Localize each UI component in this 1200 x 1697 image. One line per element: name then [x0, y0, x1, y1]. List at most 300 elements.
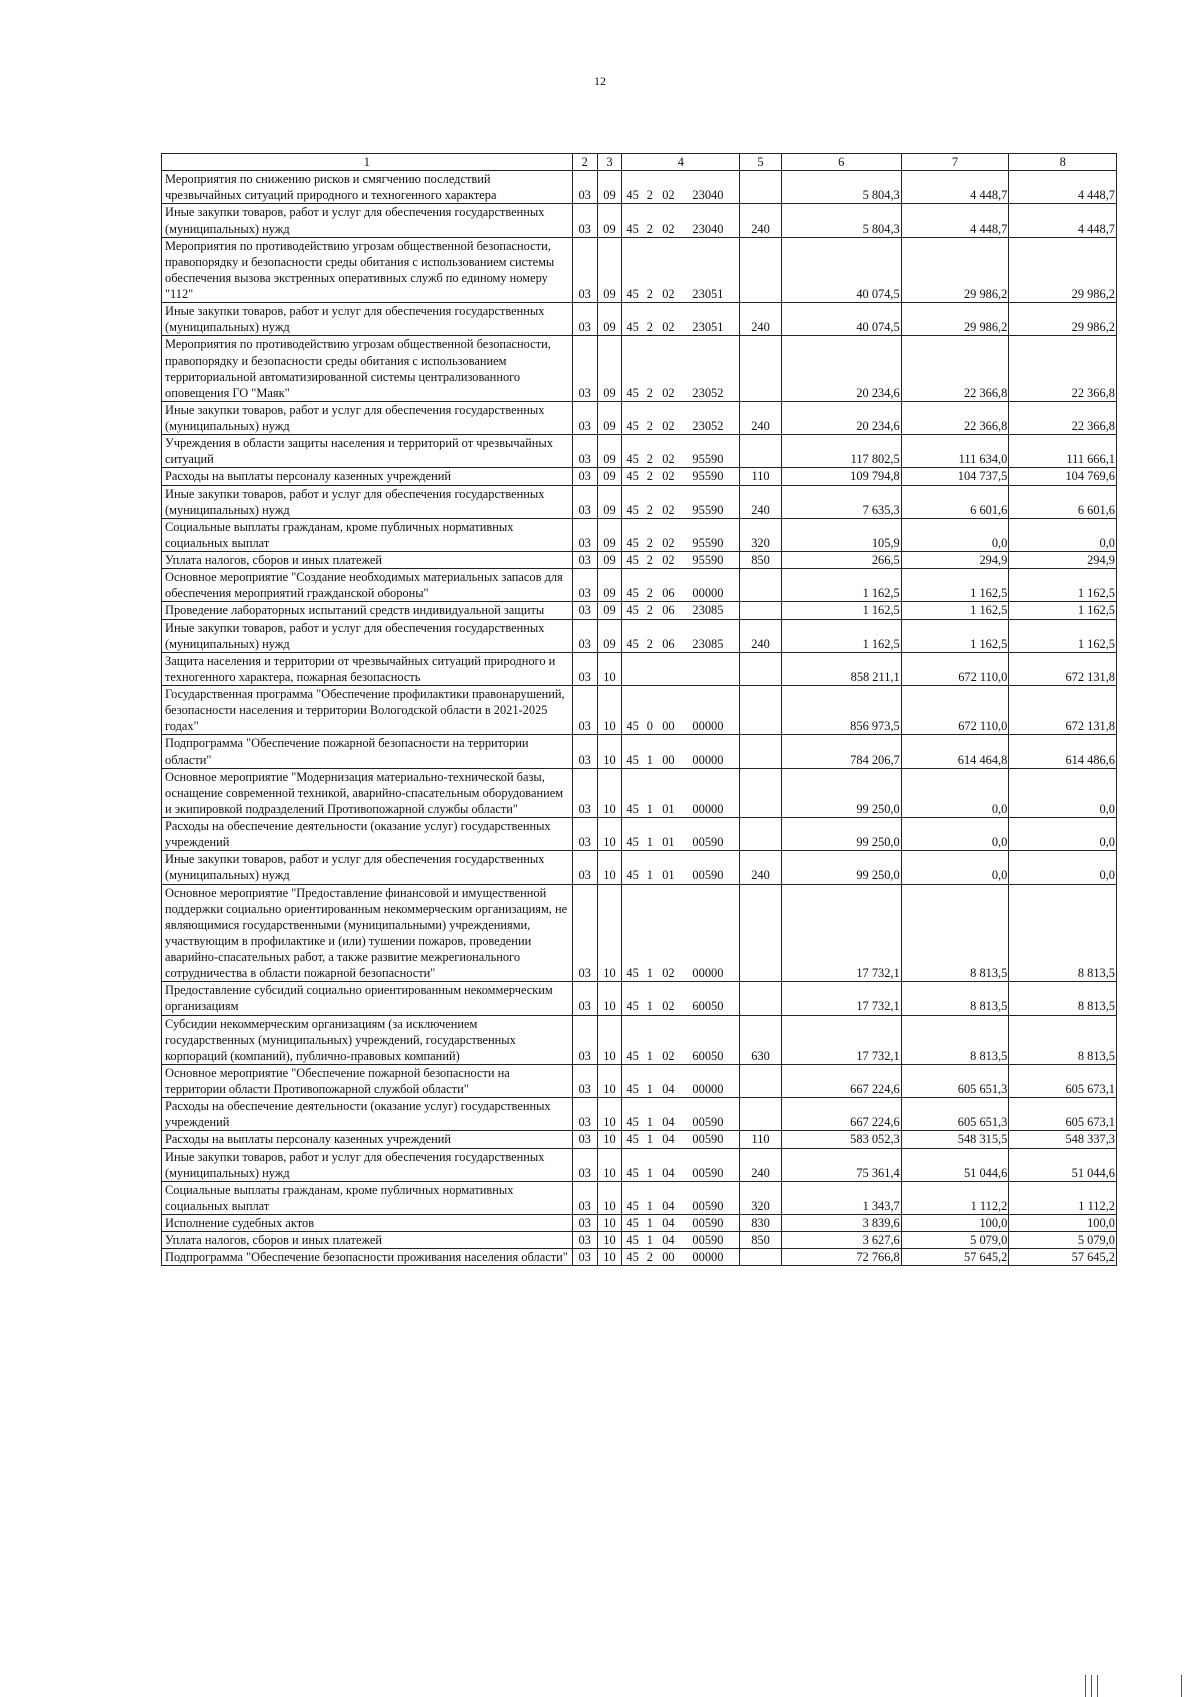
amount-cell-col6: 105,9 — [781, 518, 901, 551]
expense-type-cell: 240 — [740, 303, 781, 336]
row-name-cell: Расходы на обеспечение деятельности (оказание услуг) государственных учреждений — [162, 818, 573, 851]
target-article-cell — [622, 602, 740, 619]
subsection-code-cell: 09 — [597, 204, 622, 237]
amount-cell-col8: 29 986,2 — [1009, 303, 1117, 336]
expense-type-cell — [740, 768, 781, 817]
target-article-part: 00000 — [692, 1250, 724, 1265]
amount-cell-col7: 0,0 — [901, 518, 1009, 551]
expense-type-cell: 240 — [740, 1148, 781, 1181]
target-article-part: 0 — [646, 719, 653, 734]
amount-cell-col7: 104 737,5 — [901, 468, 1009, 485]
header-cell-6: 6 — [781, 154, 901, 171]
amount-cell-col6: 784 206,7 — [781, 735, 901, 768]
amount-cell-col6: 667 224,6 — [781, 1098, 901, 1131]
section-code-cell: 03 — [572, 468, 597, 485]
target-article-part: 45 — [626, 636, 639, 651]
section-code-cell: 03 — [572, 237, 597, 303]
target-article-part: 00000 — [692, 719, 724, 734]
expense-type-cell — [740, 818, 781, 851]
target-article-part: 2 — [646, 603, 653, 618]
target-article-part: 00590 — [692, 1198, 724, 1213]
subsection-code-cell: 10 — [597, 1249, 622, 1266]
subsection-code-cell: 09 — [597, 336, 622, 402]
target-article-part: 2 — [646, 221, 653, 236]
table-row — [162, 1015, 1117, 1064]
subsection-code-cell: 09 — [597, 237, 622, 303]
row-name-cell: Социальные выплаты гражданам, кроме публичных нормативных социальных выплат — [162, 1181, 573, 1214]
amount-cell-col7: 0,0 — [901, 818, 1009, 851]
row-name-cell: Мероприятия по противодействию угрозам общественной безопасности, правопорядку и безопасности среды обитания с использованием системы обеспечения вызова экстренных оперативных служб по единому номеру "112" — [162, 237, 573, 303]
table-row — [162, 1098, 1117, 1131]
target-article-part: 06 — [662, 603, 675, 618]
amount-cell-col6: 3 627,6 — [781, 1232, 901, 1249]
target-article-cell — [622, 1015, 740, 1064]
subsection-code-cell: 10 — [597, 686, 622, 735]
target-article-part: 45 — [626, 1048, 639, 1063]
target-article-part: 45 — [626, 553, 639, 567]
amount-cell-col6: 72 766,8 — [781, 1249, 901, 1266]
row-name-cell: Социальные выплаты гражданам, кроме публичных нормативных социальных выплат — [162, 518, 573, 551]
row-name-cell: Исполнение судебных актов — [162, 1215, 573, 1232]
table-row — [162, 1232, 1117, 1249]
amount-cell-col6: 99 250,0 — [781, 768, 901, 817]
target-article-part: 2 — [646, 287, 653, 301]
amount-cell-col7: 614 464,8 — [901, 735, 1009, 768]
section-code-cell: 03 — [572, 652, 597, 685]
expense-type-cell — [740, 569, 781, 602]
amount-cell-col7: 4 448,7 — [901, 204, 1009, 237]
amount-cell-col8: 605 673,1 — [1009, 1064, 1117, 1097]
target-article-cell — [622, 768, 740, 817]
target-article-cell — [622, 1232, 740, 1249]
target-article-part: 04 — [662, 1233, 675, 1248]
section-code-cell: 03 — [572, 1249, 597, 1266]
target-article-cell — [622, 171, 740, 204]
target-article-part: 04 — [662, 1082, 675, 1096]
target-article-part: 1 — [646, 966, 653, 981]
amount-cell-col6: 99 250,0 — [781, 818, 901, 851]
amount-cell-col6: 583 052,3 — [781, 1131, 901, 1148]
amount-cell-col8: 0,0 — [1009, 768, 1117, 817]
target-article-cell — [622, 1098, 740, 1131]
target-article-part: 00000 — [692, 752, 724, 767]
expense-type-cell — [740, 602, 781, 619]
section-code-cell: 03 — [572, 303, 597, 336]
target-article-cell — [622, 1131, 740, 1148]
target-article-cell — [622, 1064, 740, 1097]
subsection-code-cell: 09 — [597, 569, 622, 602]
subsection-code-cell: 09 — [597, 468, 622, 485]
subsection-code-cell: 09 — [597, 171, 622, 204]
amount-cell-col8: 0,0 — [1009, 851, 1117, 884]
amount-cell-col6: 3 839,6 — [781, 1215, 901, 1232]
target-article-cell — [622, 818, 740, 851]
expense-type-cell: 110 — [740, 468, 781, 485]
target-article-part: 2 — [646, 469, 653, 484]
amount-cell-col8: 614 486,6 — [1009, 735, 1117, 768]
target-article-part: 1 — [646, 1132, 653, 1147]
amount-cell-col7: 605 651,3 — [901, 1098, 1009, 1131]
amount-cell-col7: 294,9 — [901, 552, 1009, 569]
subsection-code-cell: 10 — [597, 1098, 622, 1131]
target-article-part: 00000 — [692, 966, 724, 981]
table-row — [162, 818, 1117, 851]
target-article-part: 1 — [646, 835, 653, 850]
table-header-row — [162, 154, 1117, 171]
target-article-part: 95590 — [692, 553, 724, 567]
target-article-cell — [622, 1148, 740, 1181]
target-article-cell — [622, 1215, 740, 1232]
target-article-part: 2 — [646, 636, 653, 651]
amount-cell-col6: 75 361,4 — [781, 1148, 901, 1181]
section-code-cell: 03 — [572, 619, 597, 652]
expense-type-cell: 630 — [740, 1015, 781, 1064]
target-article-part: 45 — [626, 999, 639, 1014]
amount-cell-col7: 8 813,5 — [901, 884, 1009, 982]
table-row — [162, 1148, 1117, 1181]
amount-cell-col7: 1 162,5 — [901, 569, 1009, 602]
table-row — [162, 884, 1117, 982]
amount-cell-col6: 1 162,5 — [781, 569, 901, 602]
table-row — [162, 303, 1117, 336]
amount-cell-col8: 0,0 — [1009, 518, 1117, 551]
amount-cell-col8: 548 337,3 — [1009, 1131, 1117, 1148]
section-code-cell: 03 — [572, 1215, 597, 1232]
target-article-part: 45 — [626, 320, 639, 335]
expense-type-cell — [740, 1064, 781, 1097]
target-article-cell — [622, 735, 740, 768]
section-code-cell: 03 — [572, 768, 597, 817]
target-article-part: 00590 — [692, 1216, 724, 1230]
section-code-cell: 03 — [572, 982, 597, 1015]
subsection-code-cell: 10 — [597, 1131, 622, 1148]
expense-type-cell — [740, 1098, 781, 1131]
target-article-part: 45 — [626, 586, 639, 601]
section-code-cell: 03 — [572, 851, 597, 884]
amount-cell-col8: 1 112,2 — [1009, 1181, 1117, 1214]
table-row — [162, 336, 1117, 402]
subsection-code-cell: 09 — [597, 518, 622, 551]
target-article-part: 2 — [646, 586, 653, 601]
target-article-part: 1 — [646, 999, 653, 1014]
target-article-part: 2 — [646, 385, 653, 400]
table-body — [162, 171, 1117, 1266]
subsection-code-cell: 10 — [597, 1015, 622, 1064]
row-name-cell: Мероприятия по снижению рисков и смягчению последствий чрезвычайных ситуаций природного и техногенного характера — [162, 171, 573, 204]
target-article-part: 45 — [626, 835, 639, 850]
target-article-part: 45 — [626, 966, 639, 981]
target-article-part: 2 — [646, 1250, 653, 1265]
table-row — [162, 237, 1117, 303]
table-row — [162, 1131, 1117, 1148]
target-article-cell — [622, 982, 740, 1015]
target-article-part: 00000 — [692, 1082, 724, 1096]
target-article-part: 45 — [626, 535, 639, 550]
target-article-cell — [622, 1181, 740, 1214]
amount-cell-col7: 4 448,7 — [901, 171, 1009, 204]
target-article-cell — [622, 204, 740, 237]
row-name-cell: Иные закупки товаров, работ и услуг для обеспечения государственных (муниципальных) нужд — [162, 401, 573, 434]
target-article-part: 00590 — [692, 1115, 724, 1130]
row-name-cell: Иные закупки товаров, работ и услуг для обеспечения государственных (муниципальных) нужд — [162, 204, 573, 237]
target-article-part: 04 — [662, 1198, 675, 1213]
amount-cell-col6: 117 802,5 — [781, 435, 901, 468]
row-name-cell: Иные закупки товаров, работ и услуг для обеспечения государственных (муниципальных) нужд — [162, 619, 573, 652]
amount-cell-col6: 5 804,3 — [781, 204, 901, 237]
amount-cell-col8: 4 448,7 — [1009, 204, 1117, 237]
target-article-part: 00590 — [692, 835, 724, 850]
subsection-code-cell: 09 — [597, 552, 622, 569]
row-name-cell: Иные закупки товаров, работ и услуг для обеспечения государственных (муниципальных) нужд — [162, 485, 573, 518]
target-article-cell — [622, 237, 740, 303]
subsection-code-cell: 10 — [597, 884, 622, 982]
amount-cell-col8: 6 601,6 — [1009, 485, 1117, 518]
amount-cell-col7: 22 366,8 — [901, 336, 1009, 402]
table-row — [162, 435, 1117, 468]
expense-type-cell: 240 — [740, 851, 781, 884]
section-code-cell: 03 — [572, 401, 597, 434]
expense-type-cell: 240 — [740, 619, 781, 652]
section-code-cell: 03 — [572, 435, 597, 468]
section-code-cell: 03 — [572, 204, 597, 237]
subsection-code-cell: 10 — [597, 1181, 622, 1214]
amount-cell-col6: 856 973,5 — [781, 686, 901, 735]
row-name-cell: Основное мероприятие "Модернизация материально-технической базы, оснащение современной техникой, аварийно-спасательным оборудованием и экипировкой подразделений Противопожарной службы области" — [162, 768, 573, 817]
target-article-part: 1 — [646, 1115, 653, 1130]
section-code-cell: 03 — [572, 735, 597, 768]
amount-cell-col6: 5 804,3 — [781, 171, 901, 204]
target-article-part: 45 — [626, 752, 639, 767]
table-row — [162, 518, 1117, 551]
target-article-part: 00590 — [692, 1165, 724, 1180]
amount-cell-col8: 605 673,1 — [1009, 1098, 1117, 1131]
row-name-cell: Иные закупки товаров, работ и услуг для обеспечения государственных (муниципальных) нужд — [162, 851, 573, 884]
target-article-part: 45 — [626, 1198, 639, 1213]
table-row — [162, 602, 1117, 619]
target-article-part: 45 — [626, 287, 639, 301]
amount-cell-col6: 20 234,6 — [781, 401, 901, 434]
amount-cell-col8: 5 079,0 — [1009, 1232, 1117, 1249]
subsection-code-cell: 09 — [597, 602, 622, 619]
subsection-code-cell: 09 — [597, 485, 622, 518]
amount-cell-col7: 1 162,5 — [901, 619, 1009, 652]
table-row — [162, 851, 1117, 884]
row-name-cell: Мероприятия по противодействию угрозам общественной безопасности, правопорядку и безопасности среды обитания с использованием территориальной автоматизированной системы централизованного оповещения ГО "Маяк" — [162, 336, 573, 402]
target-article-part: 23085 — [692, 636, 724, 651]
target-article-part: 04 — [662, 1165, 675, 1180]
amount-cell-col7: 111 634,0 — [901, 435, 1009, 468]
section-code-cell: 03 — [572, 1181, 597, 1214]
target-article-part: 45 — [626, 419, 639, 433]
target-article-part: 06 — [662, 586, 675, 601]
target-article-part: 02 — [662, 452, 675, 467]
target-article-cell — [622, 552, 740, 569]
target-article-part: 00 — [662, 752, 675, 767]
amount-cell-col6: 40 074,5 — [781, 303, 901, 336]
amount-cell-col7: 605 651,3 — [901, 1064, 1009, 1097]
target-article-part: 06 — [662, 636, 675, 651]
table-row — [162, 982, 1117, 1015]
amount-cell-col7: 29 986,2 — [901, 303, 1009, 336]
amount-cell-col8: 100,0 — [1009, 1215, 1117, 1232]
row-name-cell: Защита населения и территории от чрезвычайных ситуаций природного и техногенного характера, пожарная безопасность — [162, 652, 573, 685]
section-code-cell: 03 — [572, 1064, 597, 1097]
amount-cell-col6: 40 074,5 — [781, 237, 901, 303]
table-row — [162, 552, 1117, 569]
section-code-cell: 03 — [572, 602, 597, 619]
section-code-cell: 03 — [572, 818, 597, 851]
header-cell-3: 3 — [597, 154, 622, 171]
expense-type-cell: 240 — [740, 204, 781, 237]
target-article-part: 00590 — [692, 868, 724, 883]
table-row — [162, 768, 1117, 817]
target-article-part: 02 — [662, 287, 675, 301]
target-article-part: 1 — [646, 868, 653, 883]
amount-cell-col8: 51 044,6 — [1009, 1148, 1117, 1181]
target-article-part: 02 — [662, 535, 675, 550]
section-code-cell: 03 — [572, 884, 597, 982]
target-article-part: 02 — [662, 320, 675, 335]
amount-cell-col6: 109 794,8 — [781, 468, 901, 485]
target-article-part: 45 — [626, 502, 639, 517]
expense-type-cell: 240 — [740, 485, 781, 518]
table-row — [162, 686, 1117, 735]
target-article-part: 23040 — [692, 221, 724, 236]
amount-cell-col6: 99 250,0 — [781, 851, 901, 884]
subsection-code-cell: 09 — [597, 303, 622, 336]
target-article-part: 01 — [662, 868, 675, 883]
row-name-cell: Иные закупки товаров, работ и услуг для обеспечения государственных (муниципальных) нужд — [162, 1148, 573, 1181]
target-article-part: 45 — [626, 469, 639, 484]
header-cell-4: 4 — [622, 154, 740, 171]
target-article-part: 2 — [646, 188, 653, 203]
amount-cell-col7: 8 813,5 — [901, 1015, 1009, 1064]
amount-cell-col8: 672 131,8 — [1009, 652, 1117, 685]
target-article-part: 02 — [662, 999, 675, 1014]
table-row — [162, 171, 1117, 204]
amount-cell-col8: 29 986,2 — [1009, 237, 1117, 303]
target-article-part: 45 — [626, 801, 639, 816]
target-article-part: 23051 — [692, 320, 724, 335]
amount-cell-col7: 548 315,5 — [901, 1131, 1009, 1148]
target-article-part: 23052 — [692, 385, 724, 400]
target-article-cell — [622, 303, 740, 336]
target-article-part: 23085 — [692, 603, 724, 618]
amount-cell-col8: 0,0 — [1009, 818, 1117, 851]
target-article-part: 00590 — [692, 1132, 724, 1147]
target-article-part: 1 — [646, 1233, 653, 1248]
target-article-part: 00000 — [692, 801, 724, 816]
expense-type-cell: 830 — [740, 1215, 781, 1232]
expense-type-cell — [740, 435, 781, 468]
subsection-code-cell: 09 — [597, 435, 622, 468]
section-code-cell: 03 — [572, 485, 597, 518]
target-article-part: 02 — [662, 966, 675, 981]
table-row — [162, 569, 1117, 602]
target-article-part: 45 — [626, 221, 639, 236]
target-article-part: 02 — [662, 1048, 675, 1063]
target-article-part: 45 — [626, 868, 639, 883]
target-article-part: 01 — [662, 801, 675, 816]
expense-type-cell — [740, 1249, 781, 1266]
amount-cell-col6: 1 162,5 — [781, 602, 901, 619]
target-article-part: 23051 — [692, 287, 724, 301]
amount-cell-col6: 667 224,6 — [781, 1064, 901, 1097]
expense-type-cell: 320 — [740, 1181, 781, 1214]
target-article-cell — [622, 401, 740, 434]
subsection-code-cell: 10 — [597, 982, 622, 1015]
row-name-cell: Основное мероприятие "Обеспечение пожарной безопасности на территории области Противопожарной службой области" — [162, 1064, 573, 1097]
expense-type-cell: 110 — [740, 1131, 781, 1148]
target-article-part: 00000 — [692, 586, 724, 601]
target-article-part: 02 — [662, 502, 675, 517]
target-article-part: 45 — [626, 1115, 639, 1130]
amount-cell-col6: 7 635,3 — [781, 485, 901, 518]
expense-type-cell: 850 — [740, 552, 781, 569]
target-article-part: 45 — [626, 1216, 639, 1230]
expense-type-cell — [740, 735, 781, 768]
row-name-cell: Основное мероприятие "Предоставление финансовой и имущественной поддержки социально ориентированным некоммерческим организациям, не являющимися государственными (муниципальными) учреждениями, участвующим в профилактике и (или) тушении пожаров, проведении аварийно-спасательных работ, а также развитие межрегионального сотрудничества в области пожарной безопасности" — [162, 884, 573, 982]
target-article-part: 45 — [626, 188, 639, 203]
subsection-code-cell: 10 — [597, 1064, 622, 1097]
section-code-cell: 03 — [572, 686, 597, 735]
section-code-cell: 03 — [572, 1148, 597, 1181]
target-article-part: 00 — [662, 719, 675, 734]
amount-cell-col8: 22 366,8 — [1009, 336, 1117, 402]
header-cell-1: 1 — [162, 154, 573, 171]
row-name-cell: Субсидии некоммерческим организациям (за исключением государственных (муниципальных) учреждений, государственных корпораций (компаний), публично-правовых компаний) — [162, 1015, 573, 1064]
amount-cell-col7: 22 366,8 — [901, 401, 1009, 434]
scan-edge-marks — [1073, 1663, 1183, 1697]
amount-cell-col7: 6 601,6 — [901, 485, 1009, 518]
section-code-cell: 03 — [572, 1131, 597, 1148]
target-article-part: 95590 — [692, 452, 724, 467]
target-article-part: 45 — [626, 385, 639, 400]
target-article-part: 2 — [646, 320, 653, 335]
target-article-cell — [622, 652, 740, 685]
target-article-part: 60050 — [692, 999, 724, 1014]
amount-cell-col7: 1 162,5 — [901, 602, 1009, 619]
amount-cell-col7: 0,0 — [901, 768, 1009, 817]
row-name-cell: Основное мероприятие "Создание необходимых материальных запасов для обеспечения мероприятий гражданской обороны" — [162, 569, 573, 602]
header-cell-7: 7 — [901, 154, 1009, 171]
table-row — [162, 652, 1117, 685]
target-article-cell — [622, 569, 740, 602]
target-article-part: 00 — [662, 1250, 675, 1265]
subsection-code-cell: 10 — [597, 1148, 622, 1181]
row-name-cell: Подпрограмма "Обеспечение безопасности проживания населения области" — [162, 1249, 573, 1266]
expense-type-cell: 240 — [740, 401, 781, 434]
section-code-cell: 03 — [572, 1232, 597, 1249]
subsection-code-cell: 09 — [597, 619, 622, 652]
target-article-part: 23052 — [692, 419, 724, 433]
target-article-part: 45 — [626, 1165, 639, 1180]
amount-cell-col6: 17 732,1 — [781, 1015, 901, 1064]
target-article-cell — [622, 468, 740, 485]
page-number: 12 — [594, 74, 606, 88]
subsection-code-cell: 10 — [597, 1232, 622, 1249]
header-cell-2: 2 — [572, 154, 597, 171]
amount-cell-col6: 1 343,7 — [781, 1181, 901, 1214]
amount-cell-col6: 266,5 — [781, 552, 901, 569]
row-name-cell: Расходы на обеспечение деятельности (оказание услуг) государственных учреждений — [162, 1098, 573, 1131]
target-article-part: 95590 — [692, 469, 724, 484]
target-article-part: 45 — [626, 452, 639, 467]
target-article-cell — [622, 619, 740, 652]
target-article-part: 1 — [646, 752, 653, 767]
target-article-part: 02 — [662, 553, 675, 567]
target-article-part: 2 — [646, 553, 653, 567]
